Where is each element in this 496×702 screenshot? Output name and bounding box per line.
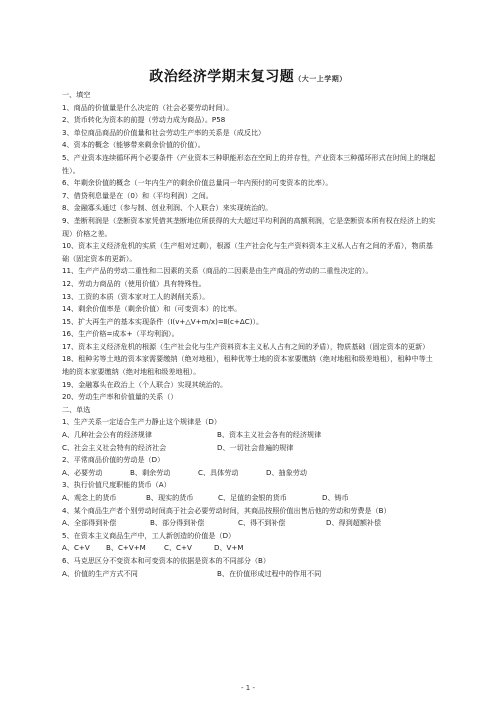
option: C、具体劳动 [198,467,239,477]
option: B、资本主义社会各有的经济规律 [217,430,322,440]
fill-item: 12、劳动力商品的（使用价值）具有特殊性。 [62,278,206,288]
fill-item: 11、生产产品的劳动二重性和二因素的关系（商品的二因素是由生产商品的劳动的二重性决定的）。 [62,266,373,276]
fill-item: 8、金融寡头通过（参与制、创业利润、个人联合）来实现统治的。 [62,203,273,213]
fill-item: 18、租种劣等土地的资本家需要缴纳（绝对地租），租种优等土地的资本家要缴纳（绝对地租和级差地租），租种中等土地的资本家要缴纳（绝对地租和级差地租）。 [62,354,433,377]
option: D、抽象劳动 [266,467,307,477]
title-subtitle: （大一上学期） [294,75,347,83]
fill-item: 14、剩余价值率是（剩余价值）和（可变资本）的比率。 [62,304,242,314]
choice-question: 3、执行价值尺度职能的货币（A） [62,480,171,490]
page-title [0,66,496,86]
fill-item: 20、劳动生产率和价值量的关系（） [62,392,178,402]
option: A、C+V [62,543,90,553]
fill-item: 17、资本主义经济危机的根源（生产社会化与生产资料资本主义私人占有之间的矛盾），物质基础（固定资本的更新） [62,341,430,351]
option: C、得不到补偿 [238,518,286,528]
section-heading: 二、单选 [62,404,91,414]
fill-item: 10、资本主义经济危机的实质（生产相对过剩），根源（生产社会化与生产资料资本主义私人占有之间的矛盾），物质基础（固定资本的更新）。 [62,241,433,263]
title-text: 政治经济学期末复习题 [149,69,295,85]
option: C、社会主义社会特有的经济社会 [62,442,167,452]
fill-item: 7、借贷利息量是在（0）和（平均利润）之间。 [62,190,213,200]
option: C、足值的金银的货币 [218,493,287,502]
option-row [62,429,436,442]
fill-item: 3、单位商品商品的价值量和社会劳动生产率的关系是（成反比） [62,127,266,137]
fill-item: 1、商品的价值量是什么决定的（社会必要劳动时间）。 [62,102,234,112]
option: D、得到超额补偿 [326,518,382,528]
fill-item: 15、扩大再生产的基本实现条件（Ⅰ(v+△V+m/x)=Ⅱ(c+ΔC)）。 [62,316,264,326]
option: B、现实的货币 [146,493,194,502]
option: A、全部得到补偿 [62,518,117,528]
option-row [62,492,436,505]
fill-item: 9、垄断利润是（垄断资本家凭借其垄断地位所获得的大大超过平均利润的高额利润，它是垄断资本所有权在经济上的实现）价格之差。 [62,215,436,238]
document-body [62,89,436,580]
option: B、在价值形成过程中的作用不同 [217,568,322,578]
fill-item: 16、生产价格=成本+（平均利润）。 [62,329,179,339]
option-row [62,517,436,530]
fill-item: 5、产业资本连续循环两个必要条件（产业资本三种职能形态在空间上的并存性，产业资本三种循环形式在时间上的继起性）。 [62,152,436,175]
fill-item: 2、货币转化为资本的前提（劳动力成为商品）。P58 [62,115,226,125]
choice-question: 5、在资本主义商品生产中，工人新创造的价值是（D） [62,530,236,540]
fill-item: 4、资本的概念（能够带来剩余价值的价值）。 [62,140,205,150]
option: B、剩余劳动 [130,467,171,477]
fill-item: 19、金融寡头在政治上（个人联合）实现其统治的。 [62,379,228,389]
option: D、一切社会普遍的规律 [217,442,294,452]
choice-question: 4、某个商品生产者个别劳动时间高于社会必要劳动时间，其商品按照价值出售后他的劳动和劳费是（B） [62,505,391,515]
option-row [62,568,436,581]
option: B、C+V+M [106,543,146,553]
option: A、几种社会公有的经济规律 [62,430,152,440]
fill-item: 6、年剩余价值的概念（一年内生产的剩余价值总量同一年内预付的可变资本的比率）。 [62,178,333,188]
option: A、必要劳动 [62,467,103,477]
page-number: - 1 - [241,684,255,692]
option-row [62,442,436,455]
option: D、V+M [214,543,244,553]
option: A、观念上的货币 [62,493,117,502]
option-row [62,542,436,555]
option: A、价值的生产方式不同 [62,568,138,578]
option: D、铸币 [322,493,349,502]
option: B、部分得到补偿 [150,518,205,528]
fill-item: 13、工资的本质（资本家对工人的剥削关系）。 [62,291,210,301]
option: C、C+V [164,543,192,553]
choice-question: 1、生产关系一定适合生产力静止这个规律是（D） [62,417,221,427]
choice-question: 2、平常商品价值的劳动是（D） [62,455,165,465]
option-row [62,467,436,480]
choice-question: 6、马克思区分不变资本和可变资本的依据是资本的不同部分（B） [62,555,271,565]
section-heading: 一、填空 [62,90,91,99]
